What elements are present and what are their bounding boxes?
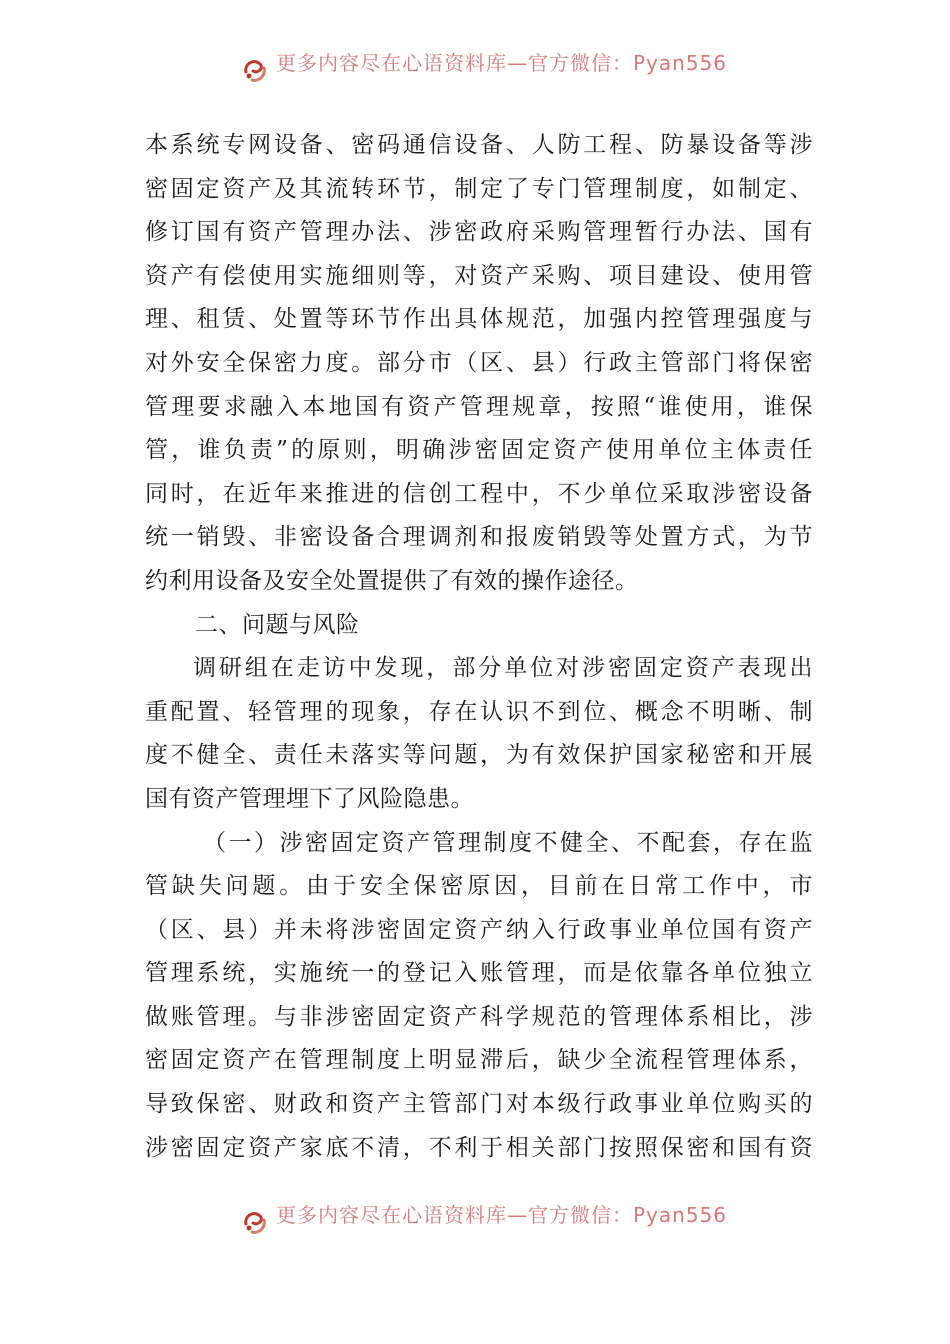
text-line: 资产有偿使用实施细则等，对资产采购、项目建设、使用管	[145, 262, 813, 289]
red-swirl-logo-icon	[240, 54, 270, 84]
text-line: 涉密固定资产家底不清，不利于相关部门按照保密和国有资	[145, 1134, 813, 1161]
red-swirl-logo-icon	[240, 1206, 270, 1236]
section-heading: 二、问题与风险	[195, 611, 360, 638]
text-line: （一）涉密固定资产管理制度不健全、不配套，存在监	[203, 829, 813, 856]
text-line: 约利用设备及安全处置提供了有效的操作途径。	[145, 567, 639, 594]
text-line: 理、租赁、处置等环节作出具体规范，加强内控管理强度与	[145, 306, 813, 333]
text-line: （区、县）并未将涉密固定资产纳入行政事业单位国有资产	[145, 916, 813, 943]
text-line: 度不健全、责任未落实等问题，为有效保护国家秘密和开展	[145, 742, 813, 769]
text-line: 做账管理。与非涉密固定资产科学规范的管理体系相比，涉	[145, 1003, 813, 1030]
header-watermark	[0, 52, 950, 88]
text-line: 调研组在走访中发现，部分单位对涉密固定资产表现出	[193, 655, 813, 682]
text-line: 本系统专网设备、密码通信设备、人防工程、防暴设备等涉	[145, 132, 813, 158]
watermark-text: 更多内容尽在心语资料库—官方微信：Pyan556	[276, 1204, 728, 1227]
document-body	[145, 124, 813, 1170]
text-line: 导致保密、财政和资产主管部门对本级行政事业单位购买的	[145, 1091, 813, 1118]
paragraph-3	[145, 822, 813, 1171]
text-line: 管理要求融入本地国有资产管理规章，按照“谁使用，谁保	[145, 393, 813, 420]
text-line: 国有资产管理埋下了风险隐患。	[145, 785, 474, 812]
text-line: 对外安全保密力度。部分市（区、县）行政主管部门将保密	[145, 349, 813, 376]
footer-watermark	[0, 1204, 950, 1240]
text-line: 管缺失问题。由于安全保密原因，目前在日常工作中，市	[145, 873, 813, 900]
text-line: 统一销毁、非密设备合理调剂和报废销毁等处置方式，为节	[145, 524, 813, 551]
paragraph-2	[145, 647, 813, 821]
text-line: 同时，在近年来推进的信创工程中，不少单位采取涉密设备	[145, 480, 813, 507]
watermark-text: 更多内容尽在心语资料库—官方微信：Pyan556	[276, 52, 728, 75]
text-line: 修订国有资产管理办法、涉密政府采购管理暂行办法、国有	[145, 219, 813, 246]
text-line: 密固定资产及其流转环节，制定了专门管理制度，如制定、	[145, 175, 813, 202]
text-line: 重配置、轻管理的现象，存在认识不到位、概念不明晰、制	[145, 698, 813, 725]
text-line: 管理系统，实施统一的登记入账管理，而是依靠各单位独立	[145, 960, 813, 987]
text-line: 密固定资产在管理制度上明显滞后，缺少全流程管理体系，	[145, 1047, 813, 1074]
paragraph-1	[145, 124, 813, 604]
text-line: 管，谁负责”的原则，明确涉密固定资产使用单位主体责任	[145, 437, 813, 464]
